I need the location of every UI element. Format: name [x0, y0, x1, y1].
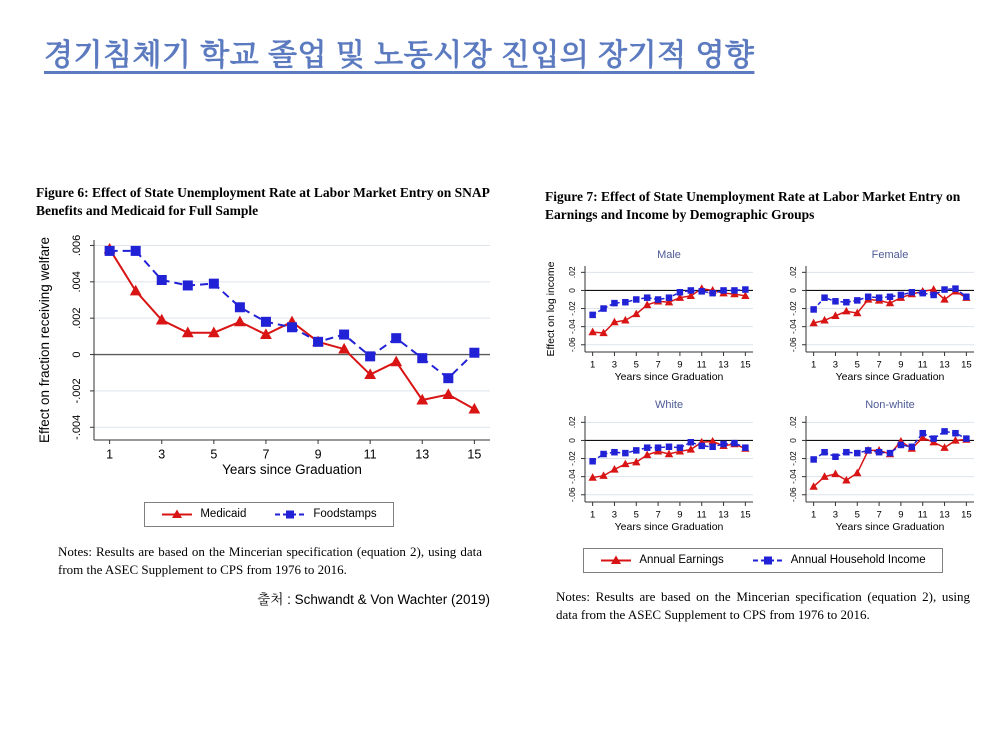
source-citation: 출처 : Schwandt & Von Wachter (2019): [257, 592, 490, 607]
svg-text:15: 15: [961, 359, 972, 371]
svg-text:Years since Graduation: Years since Graduation: [614, 520, 724, 533]
svg-text:.02: .02: [567, 416, 577, 428]
svg-text:9: 9: [677, 509, 683, 521]
svg-text:5: 5: [854, 509, 860, 521]
svg-text:1: 1: [106, 447, 114, 462]
svg-text:9: 9: [677, 359, 683, 371]
svg-text:3: 3: [832, 359, 839, 371]
svg-text:-.002: -.002: [71, 377, 83, 404]
panel-female: [766, 248, 981, 392]
svg-text:Effect on log income: Effect on log income: [545, 261, 557, 357]
figure7-notes: Notes: Results are based on the Mincerian specification (equation 2), using data from the ASEC Supplement to CPS from 1976 to 2016.: [556, 588, 970, 622]
svg-text:-.02: -.02: [788, 450, 798, 466]
svg-text:-.06: -.06: [567, 487, 577, 502]
svg-text:-.004: -.004: [71, 414, 83, 440]
svg-text:13: 13: [939, 509, 950, 521]
svg-text:Years since Graduation: Years since Graduation: [222, 461, 362, 477]
annual-household-income-line-marker-icon: [752, 554, 784, 567]
svg-text:15: 15: [740, 509, 751, 521]
slide-title: 경기침체기 학교 졸업 및 노동시장 진입의 장기적 영향: [44, 39, 755, 72]
svg-text:13: 13: [718, 359, 729, 371]
legend-item-medicaid: [161, 508, 246, 521]
svg-text:Years since Graduation: Years since Graduation: [835, 520, 945, 533]
svg-text:9: 9: [898, 359, 904, 371]
svg-text:-.06: -.06: [567, 337, 577, 352]
svg-text:15: 15: [467, 447, 482, 462]
svg-text:1: 1: [810, 509, 817, 521]
svg-text:3: 3: [611, 509, 618, 521]
svg-text:13: 13: [718, 509, 729, 521]
foodstamps-line-marker-icon: [274, 508, 306, 521]
svg-text:1: 1: [589, 359, 596, 371]
svg-text:7: 7: [262, 447, 270, 462]
svg-text:7: 7: [876, 359, 882, 371]
svg-text:1: 1: [810, 359, 817, 371]
figure6-chart: [36, 232, 502, 496]
svg-text:-.04: -.04: [567, 318, 577, 334]
legend-item-foodstamps: [274, 508, 376, 521]
panel-white: [545, 398, 760, 542]
svg-text:-.04: -.04: [788, 318, 798, 334]
svg-text:.02: .02: [567, 266, 577, 278]
svg-text:1: 1: [589, 509, 596, 521]
figure6-block: [36, 184, 502, 579]
figure6-legend: [144, 502, 393, 527]
svg-text:-.04: -.04: [567, 468, 577, 484]
svg-text:Years since Graduation: Years since Graduation: [835, 370, 945, 383]
panel-nonwhite-chart: [766, 412, 981, 542]
svg-text:15: 15: [740, 359, 751, 371]
panel-male-chart: [545, 262, 760, 392]
legend-label: Annual Household Income: [790, 554, 926, 567]
panel-nonwhite: [766, 398, 981, 542]
figure7-legend: [583, 548, 942, 573]
svg-text:5: 5: [210, 447, 218, 462]
figure7-block: [545, 188, 981, 624]
svg-text:-.04: -.04: [788, 468, 798, 484]
figure6-caption: Figure 6: Effect of State Unemployment Rate at Labor Market Entry on SNAP Benefits and Medicaid for Full Sample: [36, 185, 490, 218]
legend-label: Medicaid: [200, 508, 247, 521]
svg-text:0: 0: [788, 287, 798, 293]
svg-text:0: 0: [788, 437, 798, 443]
svg-text:15: 15: [961, 509, 972, 521]
legend-item-annual-earnings: [600, 554, 723, 567]
svg-text:13: 13: [939, 359, 950, 371]
svg-text:Years since Graduation: Years since Graduation: [614, 370, 724, 383]
figure7-caption: Figure 7: Effect of State Unemployment Rate at Labor Market Entry on Earnings and Income by Demographic Groups: [545, 189, 961, 222]
svg-text:0: 0: [71, 351, 83, 358]
medicaid-line-marker-icon: [161, 508, 193, 521]
legend-item-annual-household-income: [752, 554, 926, 567]
panel-female-chart: [766, 262, 981, 392]
svg-text:.006: .006: [71, 234, 83, 256]
svg-text:9: 9: [898, 509, 904, 521]
panel-white-chart: [545, 412, 760, 542]
panel-title-male: Male: [657, 248, 681, 261]
panel-title-white: White: [654, 398, 684, 411]
svg-text:0: 0: [567, 287, 577, 293]
svg-text:-.06: -.06: [788, 487, 798, 502]
svg-text:13: 13: [415, 447, 430, 462]
svg-text:5: 5: [633, 509, 639, 521]
annual-earnings-line-marker-icon: [600, 554, 632, 567]
svg-text:-.02: -.02: [567, 450, 577, 466]
svg-text:7: 7: [655, 509, 661, 521]
svg-text:.02: .02: [788, 266, 798, 278]
svg-text:11: 11: [917, 509, 928, 521]
svg-text:11: 11: [696, 359, 707, 371]
legend-label: Annual Earnings: [639, 554, 724, 567]
panel-male: [545, 248, 760, 392]
svg-text:3: 3: [611, 359, 618, 371]
svg-text:-.06: -.06: [788, 337, 798, 352]
panel-title-nonwhite: Non-white: [865, 398, 915, 411]
svg-text:11: 11: [696, 509, 707, 521]
panel-title-female: Female: [871, 248, 909, 261]
svg-text:3: 3: [832, 509, 839, 521]
svg-text:7: 7: [655, 359, 661, 371]
svg-text:-.02: -.02: [567, 300, 577, 316]
svg-text:11: 11: [363, 447, 377, 462]
svg-text:-.02: -.02: [788, 300, 798, 316]
svg-text:3: 3: [158, 447, 166, 462]
svg-text:.002: .002: [71, 307, 83, 329]
svg-text:5: 5: [633, 359, 639, 371]
svg-text:.02: .02: [788, 416, 798, 428]
figure6-notes: Notes: Results are based on the Mincerian specification (equation 2), using data from the ASEC Supplement to CPS from 1976 to 2016.: [58, 543, 482, 577]
svg-text:11: 11: [917, 359, 928, 371]
svg-text:7: 7: [876, 509, 882, 521]
svg-text:0: 0: [567, 437, 577, 443]
svg-text:9: 9: [314, 447, 322, 462]
svg-text:.004: .004: [71, 270, 83, 293]
svg-text:5: 5: [854, 359, 860, 371]
figure7-panel-grid: [545, 248, 981, 542]
svg-text:Effect on fraction receiving w: Effect on fraction receiving welfare: [37, 236, 52, 443]
legend-label: Foodstamps: [313, 508, 377, 521]
